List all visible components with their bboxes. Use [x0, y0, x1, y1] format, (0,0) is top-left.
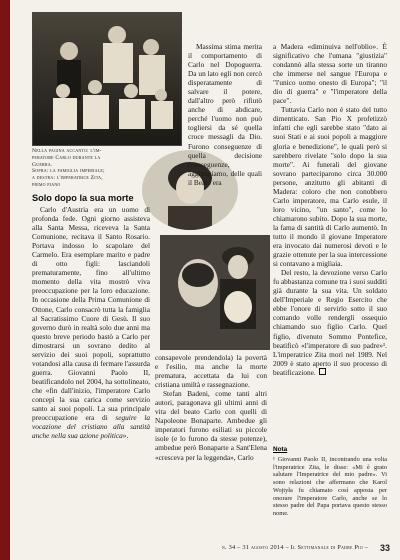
- section-heading: Solo dopo la sua morte: [32, 193, 134, 203]
- end-square-icon: [319, 368, 326, 375]
- column-2-bottom: [155, 353, 267, 462]
- footnote: ¹ Giovanni Paolo II, incontrando una volta l'imperatrice Zita, le disse: «Mi è grato salutare l'Imperatrice del mio padre». Vi sono relazioni che affermano che Karol Wojtyła fu chiamato così apposta per onorare l'imperatore Carlo, anche se lo stesso padre del Papa portava questo stesso nome.: [273, 456, 387, 517]
- paragraph-text: Carlo d'Austria era un uomo di profonda fede. Ogni giorno assisteva alla Santa Messa, riceveva la Santa Comunione, recitava il Santo Rosario. Portava indosso lo scapolare del Carmelo. Era esemplare marito e padre di otto figli: lasciandoli prematuramente, fino all'ultimo momento della vita mostrò viva preoccupazione per la loro educazione. In occasione della Prima Comunione di Ottone, Carlo consacrò tutta la famiglia al Sacratissimo Cuore di Gesù. Il suo governo durò in realtà solo due anni ma questo breve periodo bastò a Carlo per dimostrarsi un sovrano dedito al servizio dei suoi popoli, soprattutto votandosi alla causa di fermare l'assurda guerra. Giovanni Paolo II, beatificandolo nel 2004, ha sottolineato, che «fin dall'inizio, l'imperatore Carlo concepì la sua carica come servizio santo ai suoi popoli. La sua principale preoccupazione era di: [32, 205, 150, 423]
- italic-quote: seguire la vocazione del cristiano alla santità anche nella sua azione politica: [32, 413, 150, 441]
- page-number: 33: [379, 543, 390, 553]
- footer-text: n. 34 – 31 agosto 2014 – Il Settimanale di Padre Pio –: [221, 544, 368, 551]
- paragraph: a Madera «diminuiva nell'oblio». È significativo che l'umana "giustizia" condannò alla stessa sorte un tiranno che immerse nel sangue l'Europa e "l'unico uomo onesto di Europa"; "il dio di guerra" e "l'imperatore della pace".: [273, 42, 387, 106]
- family-photo-image: [33, 13, 181, 145]
- caption-line: Guerra.: [32, 161, 53, 168]
- page-footer: [10, 542, 400, 554]
- paragraph: consapevole prendendola) la povertà e l'esilio, ma anche la morte prematura, accettata da lui con cristiana umiltà e rassegnazione.: [155, 353, 267, 390]
- paragraph: [32, 205, 150, 440]
- column-2-top: [188, 42, 262, 187]
- caption-line: Nella pagina accanto: l'im-: [32, 148, 102, 154]
- note-heading: Nota: [273, 446, 288, 453]
- portrait-image: [160, 235, 270, 350]
- caption-line: peratore Carlo durante la: [32, 154, 101, 161]
- magazine-page: [10, 0, 400, 560]
- portrait-photo: [160, 235, 270, 350]
- paragraph: Stefan Badeni, come tanti altri autori, paragonava gli ultimi anni di vita del beato Carlo con quelli di Napoleone Bonaparte. Ambedue gli imperatori furono esiliati su piccole isole (e lo furono da stesse potenze), ambedue però Bonaparte a Sant'Elena «cresceva per la leggenda», Carlo: [155, 389, 267, 462]
- family-photo: [32, 12, 182, 146]
- quote-close: ».: [122, 431, 129, 441]
- caption-line: a destra: l'imperatrice Zita,: [32, 175, 103, 182]
- paragraph: Tuttavia Carlo non è stato del tutto dimenticato. San Pio X profetizzò infatti che egli sarebbe stato "dato ai suoi Stati e ai suoi popoli a maggiore gloria e benedizione", le quali però si sarebbero rivelate "solo dopo la sua morte". Ai funerali del giovane sovrano parteciparono circa 30.000 persone, anzitutto gli abitanti di Madera: coloro che non conobbero Carlo imperatore, ma Carlo esule, il loro vicino, "un santo", come lo chiamarono subito. Dopo la sua morte, la fama di santità di Carlo aumentò. In tutto il mondo il giovane Imperatore era invocato dai numerosi devoti e le grazie ottenute per la sua intercessione si contavano a migliaia.: [273, 105, 387, 269]
- paragraph: Massima stima merita il comportamento di Carlo nel Dopoguerra. Da un lato egli non cercò disperatamente di salvare il potere, dall'altro però rifiutò anche di abdicare, perché l'uomo non può togliersi da sé quella croce messagli da Dio. Furono conseguenze di quella decisione (conseguenze, aggiungiamo, delle quali il Beato era: [188, 42, 262, 187]
- paragraph-text: Del resto, la devozione verso Carlo fu abbastanza comune tra i suoi sudditi già durante la sua vita. Un soldato dell'Imperiale e Regio Esercito che ebbe l'onore di servirlo sotto il suo comando volle renderglì ossequio chiamando suo figlio Carlo. Quel figlio, divenuto Sommo Pontefice, beatificò «l'imperatore di suo padre»¹. L'imperatrice Zita morì nel 1989. Nel 2009 è stato aperto il suo processo di beatificazione.: [273, 268, 387, 377]
- photo-caption: [32, 148, 152, 189]
- column-3: [273, 42, 387, 377]
- caption-line: Sopra: la famiglia imperiale;: [32, 168, 105, 175]
- column-1: [32, 205, 150, 440]
- paragraph: [273, 268, 387, 377]
- caption-line: primo piano: [32, 181, 61, 188]
